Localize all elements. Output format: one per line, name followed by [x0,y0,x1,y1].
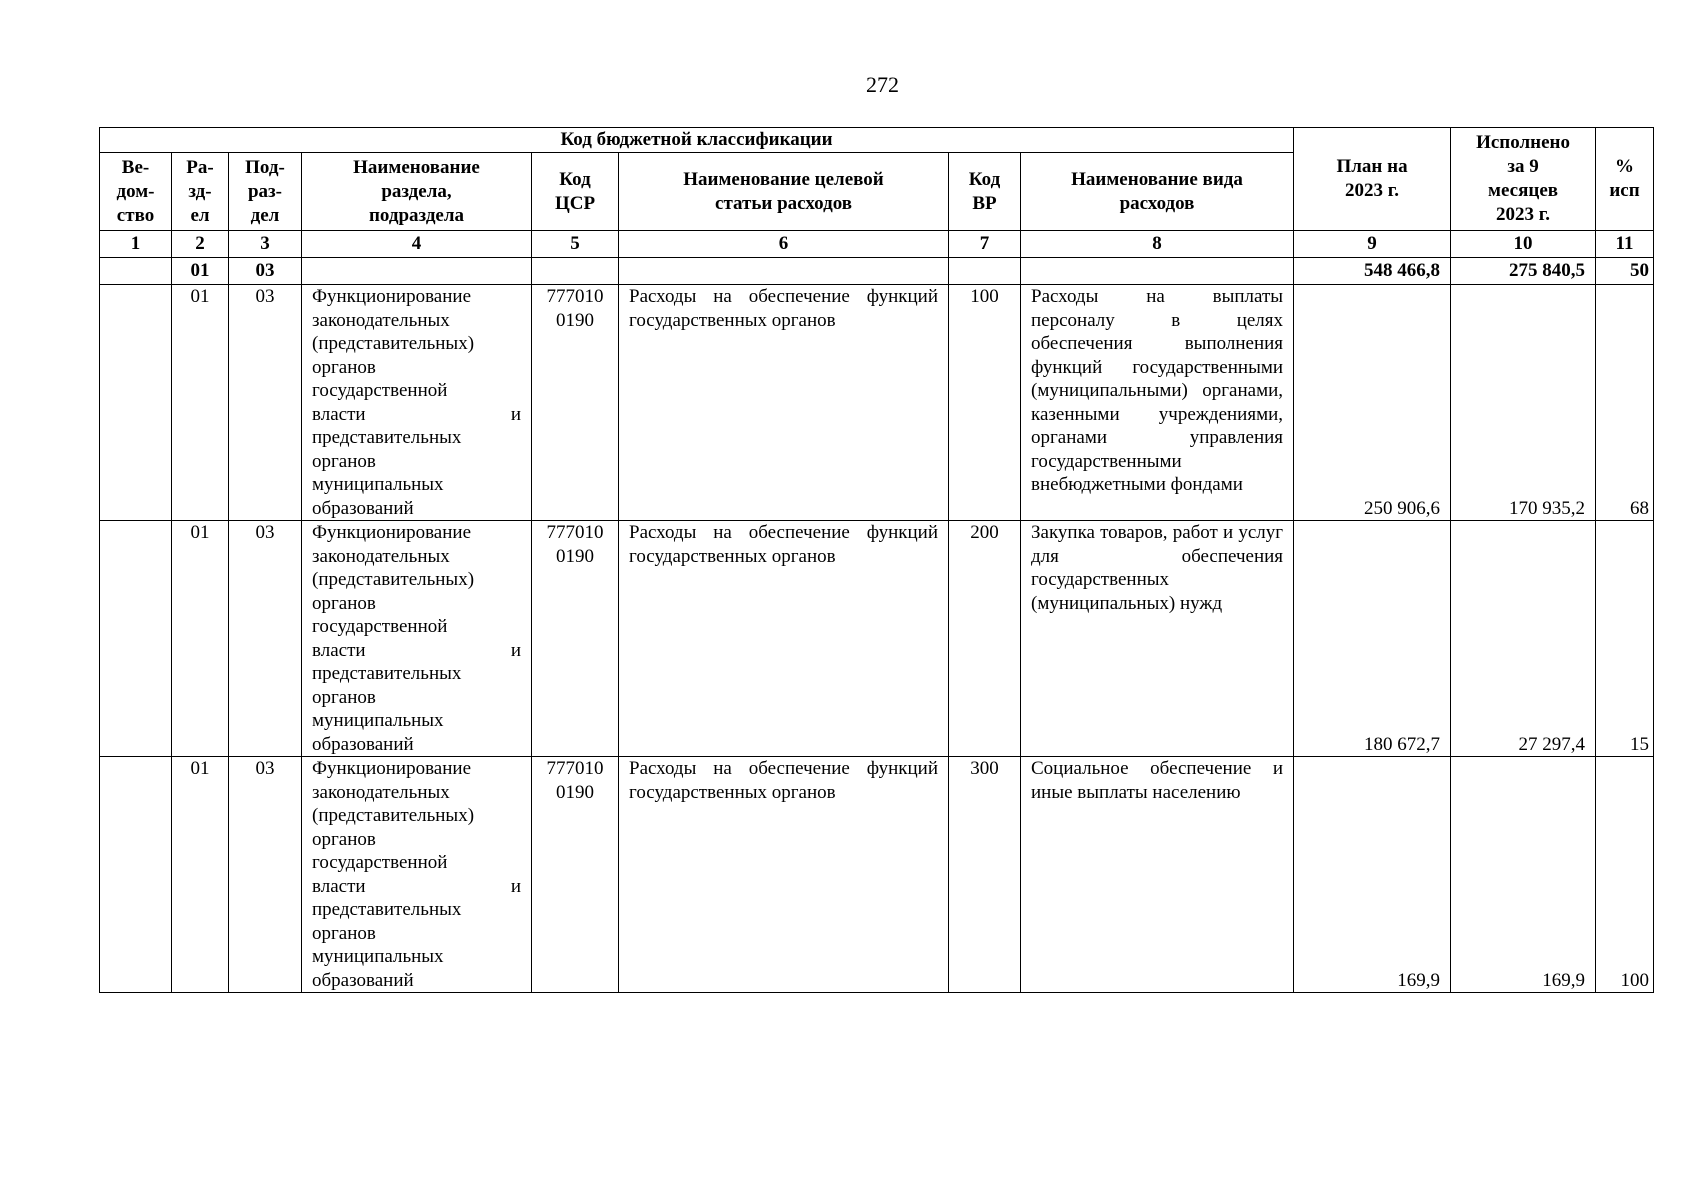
column-number: 1 [100,231,172,258]
text-line: законодательных [312,545,450,567]
percent-cell: 100 [1596,757,1654,993]
text-line: ВР [972,192,997,214]
expense-type-cell: Закупка товаров, работ и услуг для обеспечения государственных (муниципальных) нужд [1021,521,1294,757]
podrazdel-cell: 03 [229,521,302,757]
text-line: органов [312,592,376,614]
column-number-row [100,231,1654,258]
column-number: 2 [172,231,229,258]
text-line: Исполнено [1476,132,1570,153]
column-number: 5 [532,231,619,258]
razdel-name-cell [302,521,532,757]
summary-vedomstvo [100,258,172,285]
column-number: 7 [949,231,1021,258]
razdel-header [172,153,229,231]
text-line: законодательных [312,781,450,803]
table-row [100,757,1654,993]
plan-header [1294,128,1451,231]
expense-type-cell: Социальное обеспечение и иные выплаты населению [1021,757,1294,993]
column-number: 6 [619,231,949,258]
text-line: образований [312,497,414,519]
text-line: зд- [188,180,212,202]
text-line: органов [312,922,376,944]
csr-cell [532,521,619,757]
text-line: расходов [1119,192,1195,214]
razdel-name-cell [302,285,532,521]
text-line: дел [250,204,280,226]
text-line: План на [1336,156,1408,177]
summary-executed: 275 840,5 [1451,258,1596,285]
summary-row [100,258,1654,285]
podrazdel-cell: 03 [229,757,302,993]
podrazdel-cell: 03 [229,285,302,521]
text-line: 2023 г. [1345,180,1400,201]
text-line: ЦСР [554,192,596,214]
text-line: месяцев [1488,180,1559,201]
text-line: % [1615,156,1635,177]
text-line: Ве- [121,156,150,178]
column-number: 3 [229,231,302,258]
text-line: законодательных [312,309,450,331]
text-line: исп [1609,180,1640,201]
table-row [100,521,1654,757]
text-line: Наименование [353,156,480,178]
text-line: Ра- [186,156,214,178]
text-line: Наименование вида [1071,168,1243,190]
executed-header [1451,128,1596,231]
summary-percent: 50 [1596,258,1654,285]
text-line: образований [312,733,414,755]
percent-cell: 15 [1596,521,1654,757]
razdel-name-header [302,153,532,231]
text-line: (представительных) [312,569,475,590]
text-line: 777010 [546,286,604,307]
text-line: Функционирование [312,286,472,307]
target-name-cell: Расходы на обеспечение функций государственных органов [619,521,949,757]
csr-cell [532,757,619,993]
text-line: представительных [312,663,462,684]
column-number: 9 [1294,231,1451,258]
text-line: муниципальных [312,474,444,495]
text-line: статьи расходов [715,192,852,214]
column-number: 8 [1021,231,1294,258]
text-line: за 9 [1507,156,1539,177]
text-line: (представительных) [312,333,475,354]
razdel-name-cell [302,757,532,993]
text-line: Наименование целевой [683,168,884,190]
text-line: органов [312,686,376,708]
text-line: образований [312,969,414,991]
executed-cell: 170 935,2 [1451,285,1596,521]
csr-cell [532,285,619,521]
vedomstvo-header [100,153,172,231]
budget-classification-header: Код бюджетной классификации [100,128,1294,153]
vr-cell: 100 [949,285,1021,521]
summary-podrazdel: 03 [229,258,302,285]
text-line: 0190 [556,545,594,567]
text-line: 0190 [556,781,594,803]
column-number: 10 [1451,231,1596,258]
text-line: подраздела [368,204,465,226]
executed-cell: 27 297,4 [1451,521,1596,757]
text-line: Код [559,168,591,190]
text-line: Функционирование [312,522,472,543]
table-row [100,285,1654,521]
text-line: 777010 [546,522,604,543]
percent-header [1596,128,1654,231]
text-line: муниципальных [312,946,444,967]
text-line: (представительных) [312,805,475,826]
text-line: раз- [247,180,283,202]
text-line: государственной [312,380,448,401]
plan-cell: 250 906,6 [1294,285,1451,521]
summary-plan: 548 466,8 [1294,258,1451,285]
expense-type-cell: Расходы на выплаты персоналу в целях обеспечения выполнения функций государственными (муниципальными) органами, казенными учреждениями, органами управления государственными внебюджетными фондами [1021,285,1294,521]
podrazdel-header [229,153,302,231]
text-line: муниципальных [312,710,444,731]
text-line: органов [312,828,376,850]
page-number: 272 [866,72,899,97]
text-line: Код [968,168,1001,190]
text-line: раздела, [381,180,452,202]
percent-cell: 68 [1596,285,1654,521]
plan-cell: 180 672,7 [1294,521,1451,757]
text-line: дом- [116,180,155,202]
text-line: ел [190,204,210,226]
text-line: государственной [312,852,448,873]
csr-header [532,153,619,231]
razdel-cell: 01 [172,521,229,757]
table-header [100,128,1654,231]
vr-cell: 200 [949,521,1021,757]
expense-type-header [1021,153,1294,231]
text-line: 0190 [556,309,594,331]
text-line: органов [312,356,376,378]
text-line: власти и [312,639,521,661]
column-number: 11 [1596,231,1654,258]
text-line: Под- [245,156,285,178]
text-line: ство [116,204,155,226]
plan-cell: 169,9 [1294,757,1451,993]
text-line: 2023 г. [1496,204,1551,225]
text-line: органов [312,450,376,472]
vr-header [949,153,1021,231]
text-line: власти и [312,875,521,897]
target-name-cell: Расходы на обеспечение функций государственных органов [619,757,949,993]
text-line: представительных [312,427,462,448]
executed-cell: 169,9 [1451,757,1596,993]
text-line: власти и [312,403,521,425]
razdel-cell: 01 [172,285,229,521]
column-number: 4 [302,231,532,258]
summary-razdel: 01 [172,258,229,285]
text-line: Функционирование [312,758,472,779]
target-name-cell: Расходы на обеспечение функций государственных органов [619,285,949,521]
vr-cell: 300 [949,757,1021,993]
razdel-cell: 01 [172,757,229,993]
text-line: государственной [312,616,448,637]
budget-table [99,127,1654,993]
text-line: представительных [312,899,462,920]
target-name-header [619,153,949,231]
text-line: 777010 [546,758,604,779]
